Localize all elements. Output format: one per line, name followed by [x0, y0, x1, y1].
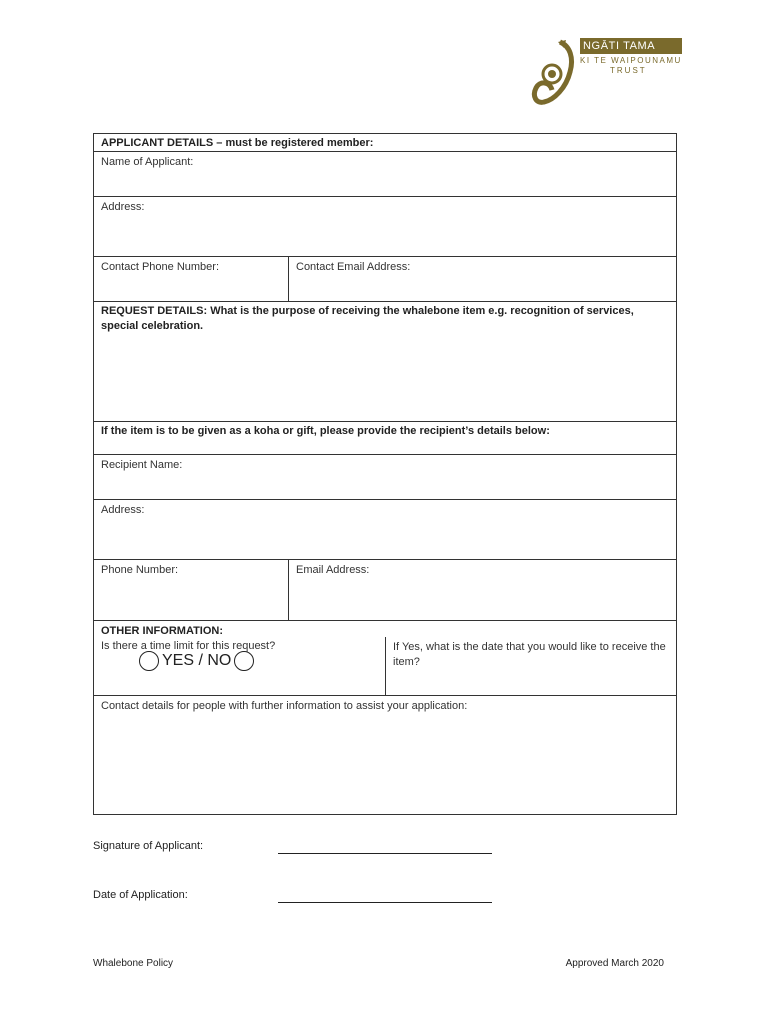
- request-details-heading: REQUEST DETAILS: What is the purpose of receiving the whalebone item e.g. recognition of services, special celebration.: [101, 305, 634, 332]
- applicant-header-row: [94, 134, 676, 152]
- receive-date-field[interactable]: [385, 637, 676, 695]
- recipient-address-field[interactable]: [94, 500, 676, 560]
- logo-subtitle-trust: TRUST: [610, 66, 647, 75]
- applicant-phone-field[interactable]: [94, 257, 288, 301]
- request-details-field[interactable]: [94, 302, 676, 422]
- recipient-email-field[interactable]: [288, 560, 676, 620]
- further-contact-label: Contact details for people with further information to assist your application:: [101, 700, 468, 712]
- applicant-email-label: Contact Email Address:: [296, 261, 411, 273]
- recipient-details-heading: If the item is to be given as a koha or gift, please provide the recipient’s details below:: [101, 425, 550, 437]
- logo-banner: NGĀTI TAMA: [580, 38, 682, 54]
- recipient-name-field[interactable]: [94, 455, 676, 500]
- applicant-email-field[interactable]: [288, 257, 676, 301]
- applicant-details-heading: APPLICANT DETAILS – must be registered member:: [101, 137, 374, 149]
- applicant-address-field[interactable]: [94, 197, 676, 257]
- logo-subtitle: KI TE WAIPOUNAMU: [580, 56, 682, 65]
- other-info-heading: OTHER INFORMATION:: [101, 625, 224, 637]
- recipient-email-label: Email Address:: [296, 564, 370, 576]
- trust-logo: [530, 38, 682, 108]
- applicant-address-label: Address:: [101, 201, 145, 213]
- signature-label: Signature of Applicant:: [93, 840, 204, 852]
- recipient-contact-row: [94, 560, 676, 621]
- time-limit-label: Is there a time limit for this request?: [101, 640, 276, 652]
- application-form: [93, 133, 677, 815]
- footer-approval: Approved March 2020: [565, 958, 664, 969]
- application-date-line[interactable]: [278, 901, 492, 903]
- yes-no-label: YES / NO: [162, 652, 232, 669]
- recipient-name-label: Recipient Name:: [101, 459, 183, 471]
- applicant-name-field[interactable]: [94, 152, 676, 197]
- further-contact-field[interactable]: [94, 696, 676, 814]
- recipient-phone-field[interactable]: [94, 560, 288, 620]
- signature-line[interactable]: [278, 852, 492, 854]
- yes-no-choice: [139, 651, 254, 671]
- other-info-row: [94, 621, 676, 696]
- applicant-name-label: Name of Applicant:: [101, 156, 194, 168]
- hook-emblem-icon: [530, 38, 576, 106]
- recipient-phone-label: Phone Number:: [101, 564, 179, 576]
- footer-policy-name: Whalebone Policy: [93, 958, 174, 969]
- applicant-contact-row: [94, 257, 676, 302]
- no-radio-button[interactable]: [234, 651, 254, 671]
- receive-date-label: If Yes, what is the date that you would like to receive the item?: [393, 641, 666, 668]
- time-limit-cell: [94, 621, 385, 695]
- recipient-address-label: Address:: [101, 504, 145, 516]
- application-date-label: Date of Application:: [93, 889, 188, 901]
- yes-radio-button[interactable]: [139, 651, 159, 671]
- recipient-header-row: [94, 422, 676, 455]
- applicant-phone-label: Contact Phone Number:: [101, 261, 220, 273]
